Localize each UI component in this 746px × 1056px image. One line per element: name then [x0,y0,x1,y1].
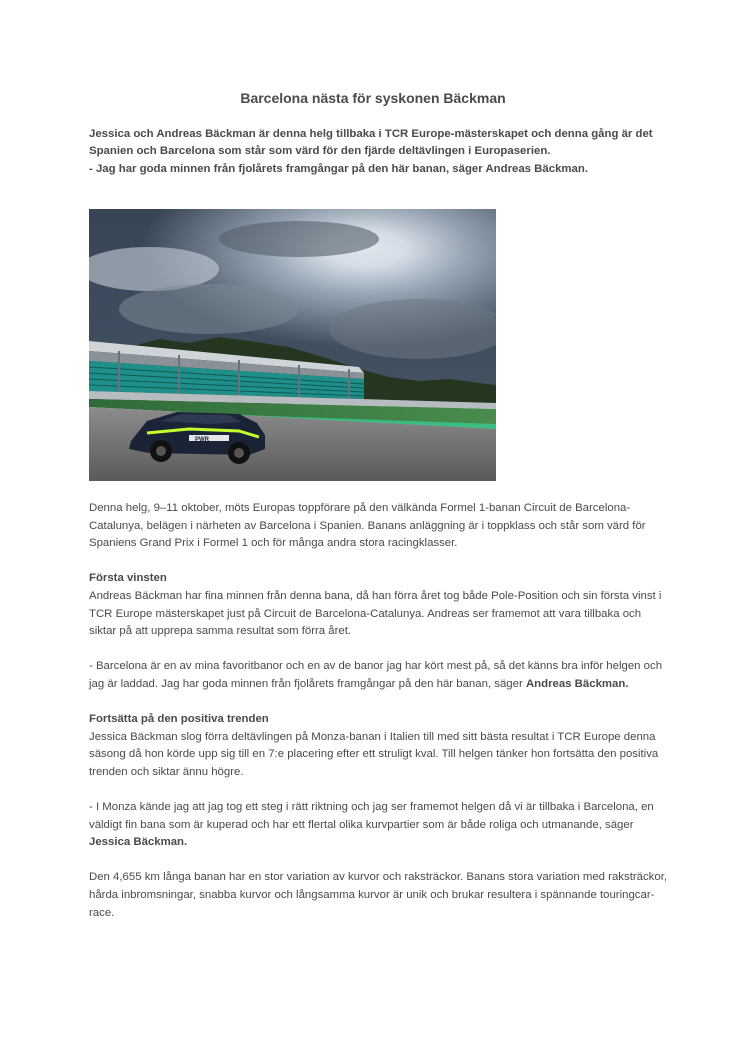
lead-paragraph: Jessica och Andreas Bäckman är denna helg tillbaka i TCR Europe-mästerskapet och denna gång är det Spanien och Barcelona som står som värd för den fjärde deltävlingen i Europaserien. [89,128,653,158]
section-heading-first-win: Första vinsten [89,572,167,585]
section2-paragraph: Jessica Bäckman slog förra deltävlingen på Monza-banan i Italien till med sitt bästa resultat i TCR Europe denna säsong då hon körde upp sig till en 7:e placering efter ett struligt kval. Till helgen tänker hon fortsätta den positiva trenden och siktar ännu högre. [89,730,659,778]
section2-quote-author: Jessica Bäckman. [89,836,188,849]
section1-quote [89,658,669,693]
section1-paragraph: Andreas Bäckman har fina minnen från denna bana, då han förra året tog både Pole-Position och sin första vinst i TCR Europe mästerskapet just på Circuit de Barcelona-Catalunya. Andreas ser framemot att vara tillbaka och siktar på att upprepa samma resultat som förra året. [89,589,662,638]
race-car-photo [89,209,496,481]
article-lead [89,126,661,178]
closing-paragraph: Den 4,655 km långa banan har en stor variation av kurvor och raksträckor. Banans stora variation med raksträckor, hårda inbromsningar, snabba kurvor och långsamma kurvor är unik och brukar resultera i spännande touringcar-race. [89,871,668,919]
section1-quote-author: Andreas Bäckman. [525,677,629,690]
section-heading-positive-trend: Fortsätta på den positiva trenden [89,713,269,726]
intro-paragraph: Denna helg, 9–11 oktober, möts Europas toppförare på den välkända Formel 1-banan Circuit de Barcelona-Catalunya, belägen i närheten av Barcelona i Spanien. Banans anläggning är i toppklass och står som värd för Spaniens Grand Prix i Formel 1 och för många andra stora racingklasser. [89,502,646,550]
section2-quote [89,799,669,852]
section2-quote-text: - I Monza kände jag att jag tog ett steg i rätt riktning och jag ser framemot helgen då vi är tillbaka i Barcelona, en väldigt fin bana som är kuperad och har ett flertal olika kurvpartier som är både roliga och utmanande, säger [89,801,654,831]
car-livery-label: PWR [195,437,209,443]
article-body [89,500,669,940]
article-title: Barcelona nästa för syskonen Bäckman [240,90,506,106]
lead-quote: - Jag har goda minnen från fjolårets framgångar på den här banan, säger Andreas Bäckman. [89,162,589,175]
section1-quote-text: - Barcelona är en av mina favoritbanor och en av de banor jag har kört mest på, så det känns bra inför helgen och jag är laddad. Jag har goda minnen från fjolårets framgångar på den här banan, säger [89,660,663,690]
